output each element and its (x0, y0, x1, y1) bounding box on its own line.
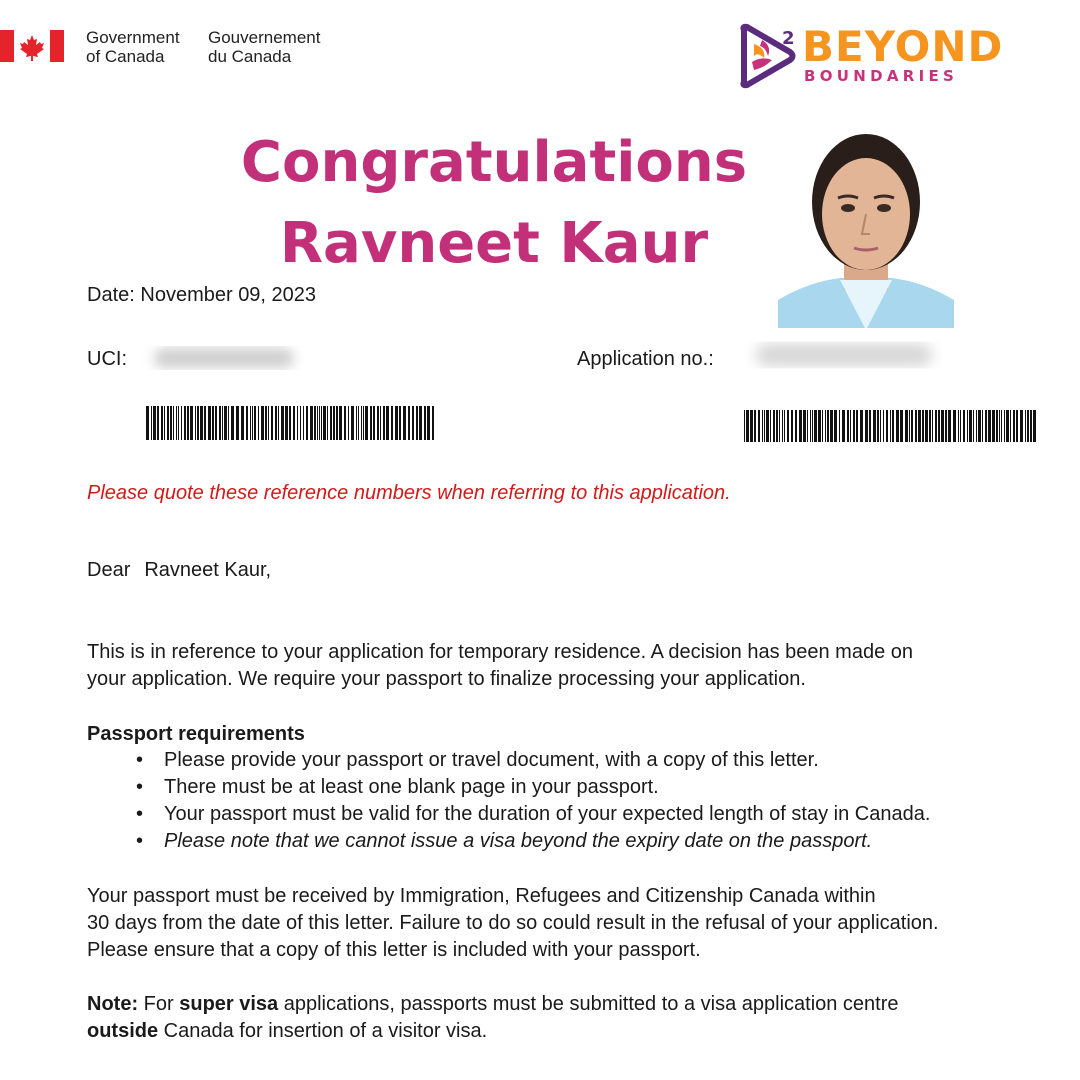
canada-flag-icon (0, 30, 64, 62)
list-item: • Your passport must be valid for the duration of your expected length of stay in Canada. (136, 803, 931, 825)
reference-numbers-note: Please quote these reference numbers when referring to this application. (87, 482, 731, 504)
application-barcode (744, 410, 1036, 442)
decision-paragraph-line1: This is in reference to your application for temporary residence. A decision has been made on (87, 641, 914, 663)
date-value: November 09, 2023 (140, 284, 317, 306)
super-visa-note: Note: For super visa applications, passports must be submitted to a visa application centre outside Canada for insertion of a visitor visa. (87, 993, 899, 1042)
decision-paragraph-line2: your application. We require your passport to finalize processing your application. (87, 668, 806, 690)
deadline-paragraph-line3: Please ensure that a copy of this letter is included with your passport. (87, 939, 701, 961)
gov-fr-line1: Gouvernement (208, 28, 321, 47)
list-item: • Please note that we cannot issue a visa beyond the expiry date on the passport. (136, 830, 873, 852)
application-number-redacted (742, 330, 942, 378)
government-of-canada-wordmark-en (86, 28, 180, 66)
passport-requirements-heading: Passport requirements (87, 723, 305, 745)
passport-requirements-list (130, 747, 930, 855)
list-item: • There must be at least one blank page in your passport. (136, 776, 659, 798)
recipient-name-heading: Ravneet Kaur (279, 211, 709, 276)
deadline-paragraph-line1: Your passport must be received by Immigration, Refugees and Citizenship Canada within (87, 885, 876, 907)
svg-text:2: 2 (782, 28, 795, 49)
gov-en-line1: Government (86, 28, 180, 47)
date-label: Date: (87, 284, 135, 306)
list-item: • Please provide your passport or travel document, with a copy of this letter. (136, 749, 819, 771)
salutation-recipient: Ravneet Kaur, (144, 559, 272, 581)
salutation-word: Dear (87, 559, 131, 581)
salutation (87, 557, 271, 584)
note-super-visa: super visa (179, 993, 279, 1015)
congratulations-heading: Congratulations (240, 130, 748, 195)
deadline-paragraph-line2: 30 days from the date of this letter. Failure to do so could result in the refusal of your application. (87, 912, 939, 934)
application-number-label: Application no.: (577, 348, 714, 370)
gov-fr-line2: du Canada (208, 47, 292, 66)
deadline-paragraph (87, 883, 1067, 964)
gov-en-line2: of Canada (86, 47, 165, 66)
uci-redacted (140, 336, 305, 378)
letter-date (87, 282, 316, 309)
uci-barcode (146, 406, 436, 440)
logo-word-boundaries: BOUNDARIES (804, 67, 959, 85)
logo-word-beyond: BEYOND (802, 22, 1004, 71)
beyond-boundaries-logo (738, 22, 1004, 90)
decision-paragraph (87, 639, 1047, 693)
government-of-canada-wordmark-fr (208, 28, 320, 66)
note-outside: outside (87, 1020, 159, 1042)
uci-label: UCI: (87, 348, 127, 370)
applicant-photo (778, 110, 954, 328)
note-label: Note: (87, 993, 139, 1015)
logo-play-icon (738, 22, 802, 90)
